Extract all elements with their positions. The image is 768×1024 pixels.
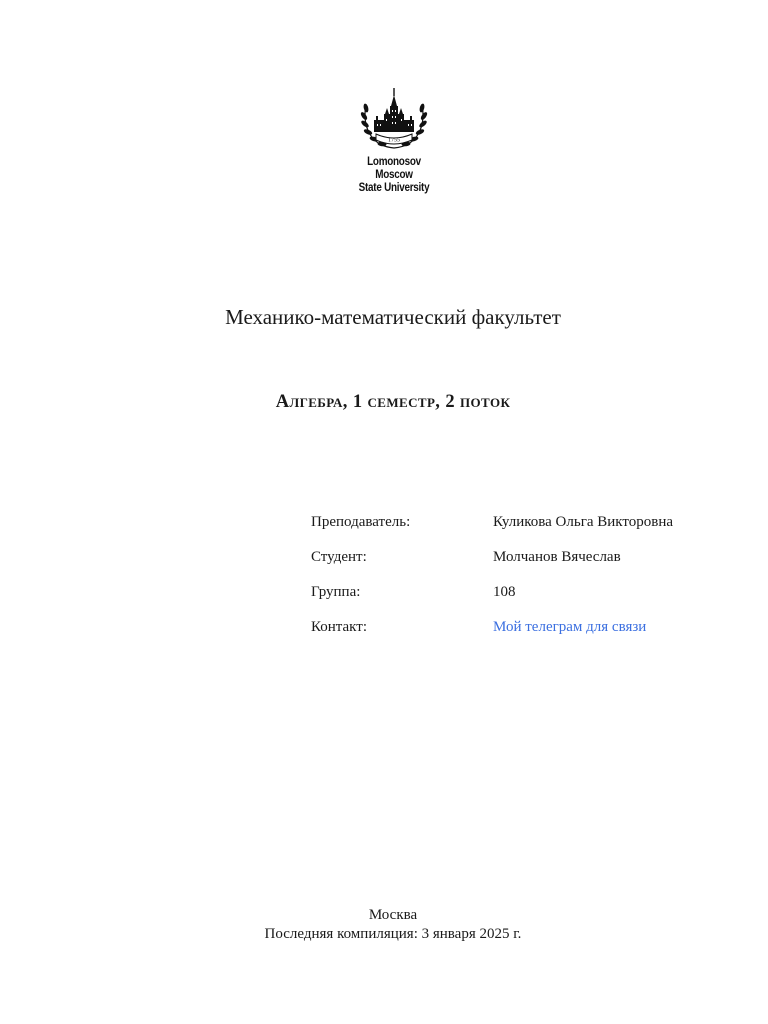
- logo-line-1: Lomonosov Moscow: [367, 156, 421, 181]
- logo-text: [351, 156, 437, 195]
- teacher-label: Преподаватель:: [311, 514, 411, 530]
- footer-compiled-date: Последняя компиляция: 3 января 2025 г.: [264, 926, 522, 942]
- logo-line-2: State University: [358, 182, 430, 194]
- emblem-year: 1755: [388, 137, 400, 144]
- info-table: [311, 514, 673, 654]
- student-value: Молчанов Вячеслав: [493, 549, 621, 565]
- info-row-student: [311, 549, 673, 584]
- info-row-group: [311, 584, 673, 619]
- footer: [0, 906, 768, 944]
- footer-city: Москва: [368, 907, 418, 923]
- info-row-contact: [311, 619, 673, 654]
- msu-emblem-icon: [358, 86, 430, 152]
- telegram-link[interactable]: Мой телеграм для связи: [493, 619, 647, 635]
- info-row-teacher: [311, 514, 673, 549]
- student-label: Студент:: [311, 549, 367, 565]
- group-value: 108: [493, 584, 516, 600]
- group-label: Группа:: [311, 584, 361, 600]
- university-logo: [344, 86, 444, 195]
- contact-label: Контакт:: [311, 619, 367, 635]
- teacher-value: Куликова Ольга Викторовна: [493, 514, 674, 530]
- faculty-title: Механико-математический факультет: [225, 305, 561, 329]
- course-title: Алгебра, 1 семестр, 2 поток: [275, 392, 511, 412]
